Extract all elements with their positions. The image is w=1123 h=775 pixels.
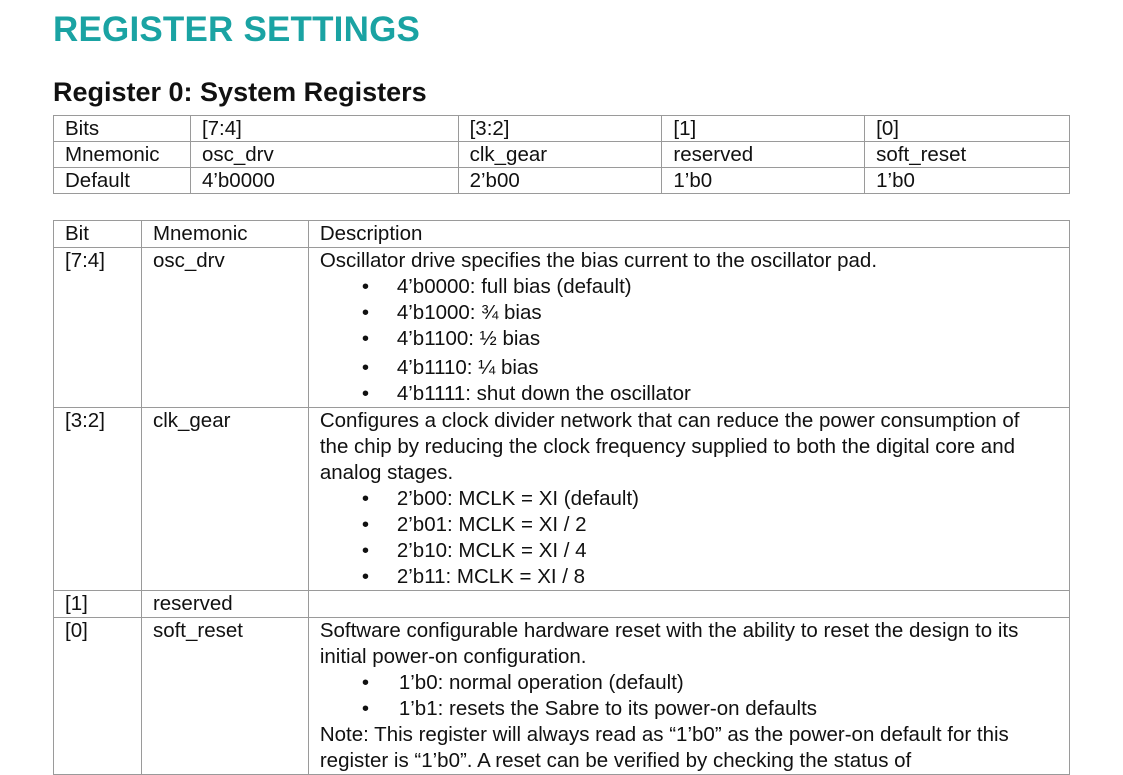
summary-cell: Bits (54, 116, 191, 142)
summary-row-bits (54, 116, 1070, 142)
option-item: • 1’b0: normal operation (default) (320, 670, 1061, 696)
detail-header-row (54, 221, 1070, 248)
note-text: Note: This register will always read as “1’b0” as the power-on default for this register is “1’b0”. A reset can be verified by checking the status of (319, 723, 1009, 772)
option-item: • 2’b01: MCLK = XI / 2 (320, 512, 1029, 538)
summary-cell: 4’b0000 (190, 168, 458, 194)
option-item: • 2’b10: MCLK = XI / 4 (320, 538, 1029, 564)
column-header-mnemonic: Mnemonic (141, 221, 308, 248)
description-text: Configures a clock divider network that can reduce the power consumption of the chip by reducing the clock frequency supplied to both the digital core and analog stages. (319, 409, 1020, 484)
option-list (320, 486, 1029, 590)
description-cell (308, 408, 1069, 591)
summary-cell: 1’b0 (662, 168, 865, 194)
detail-row-clk-gear (54, 408, 1070, 591)
summary-cell: 2’b00 (458, 168, 662, 194)
summary-row-mnemonic (54, 142, 1070, 168)
summary-cell: soft_reset (865, 142, 1070, 168)
column-header-bit: Bit (54, 221, 142, 248)
mnemonic-cell: osc_drv (141, 248, 308, 408)
option-item: • 4’b1110: ¼ bias (320, 355, 1069, 381)
summary-cell: reserved (662, 142, 865, 168)
bit-cell: [3:2] (54, 408, 142, 591)
section-heading: Register 0: System Registers (53, 77, 427, 107)
bit-cell: [7:4] (54, 248, 142, 408)
option-item: • 4’b1100: ½ bias (320, 326, 1069, 352)
description-cell (308, 591, 1069, 618)
description-text: Software configurable hardware reset with the ability to reset the design to its initial power-on configuration. (319, 619, 1019, 668)
bit-cell: [1] (54, 591, 142, 618)
option-item: • 4’b0000: full bias (default) (320, 274, 1069, 300)
summary-cell: [0] (865, 116, 1070, 142)
summary-cell: [7:4] (190, 116, 458, 142)
detail-row-reserved (54, 591, 1070, 618)
mnemonic-cell: soft_reset (141, 618, 308, 775)
summary-cell: [3:2] (458, 116, 662, 142)
summary-cell: 1’b0 (865, 168, 1070, 194)
summary-cell: Default (54, 168, 191, 194)
option-list (320, 670, 1061, 722)
summary-row-default (54, 168, 1070, 194)
register-detail-table (53, 220, 1070, 775)
register-summary-table (53, 115, 1070, 194)
page-title: REGISTER SETTINGS (53, 10, 421, 49)
option-item: • 4’b1000: ¾ bias (320, 300, 1069, 326)
description-cell (308, 248, 1069, 408)
option-item: • 4’b1111: shut down the oscillator (320, 381, 1069, 407)
option-list (320, 274, 1069, 407)
option-item: • 1’b1: resets the Sabre to its power-on defaults (320, 696, 1061, 722)
detail-row-osc-drv (54, 248, 1070, 408)
description-text: Oscillator drive specifies the bias current to the oscillator pad. (319, 249, 878, 272)
summary-cell: Mnemonic (54, 142, 191, 168)
column-header-description: Description (308, 221, 1069, 248)
summary-cell: clk_gear (458, 142, 662, 168)
option-item: • 2’b11: MCLK = XI / 8 (320, 564, 1029, 590)
description-cell (308, 618, 1069, 775)
bit-cell: [0] (54, 618, 142, 775)
mnemonic-cell: reserved (141, 591, 308, 618)
summary-cell: osc_drv (190, 142, 458, 168)
detail-row-soft-reset (54, 618, 1070, 775)
option-item: • 2’b00: MCLK = XI (default) (320, 486, 1029, 512)
mnemonic-cell: clk_gear (141, 408, 308, 591)
summary-cell: [1] (662, 116, 865, 142)
